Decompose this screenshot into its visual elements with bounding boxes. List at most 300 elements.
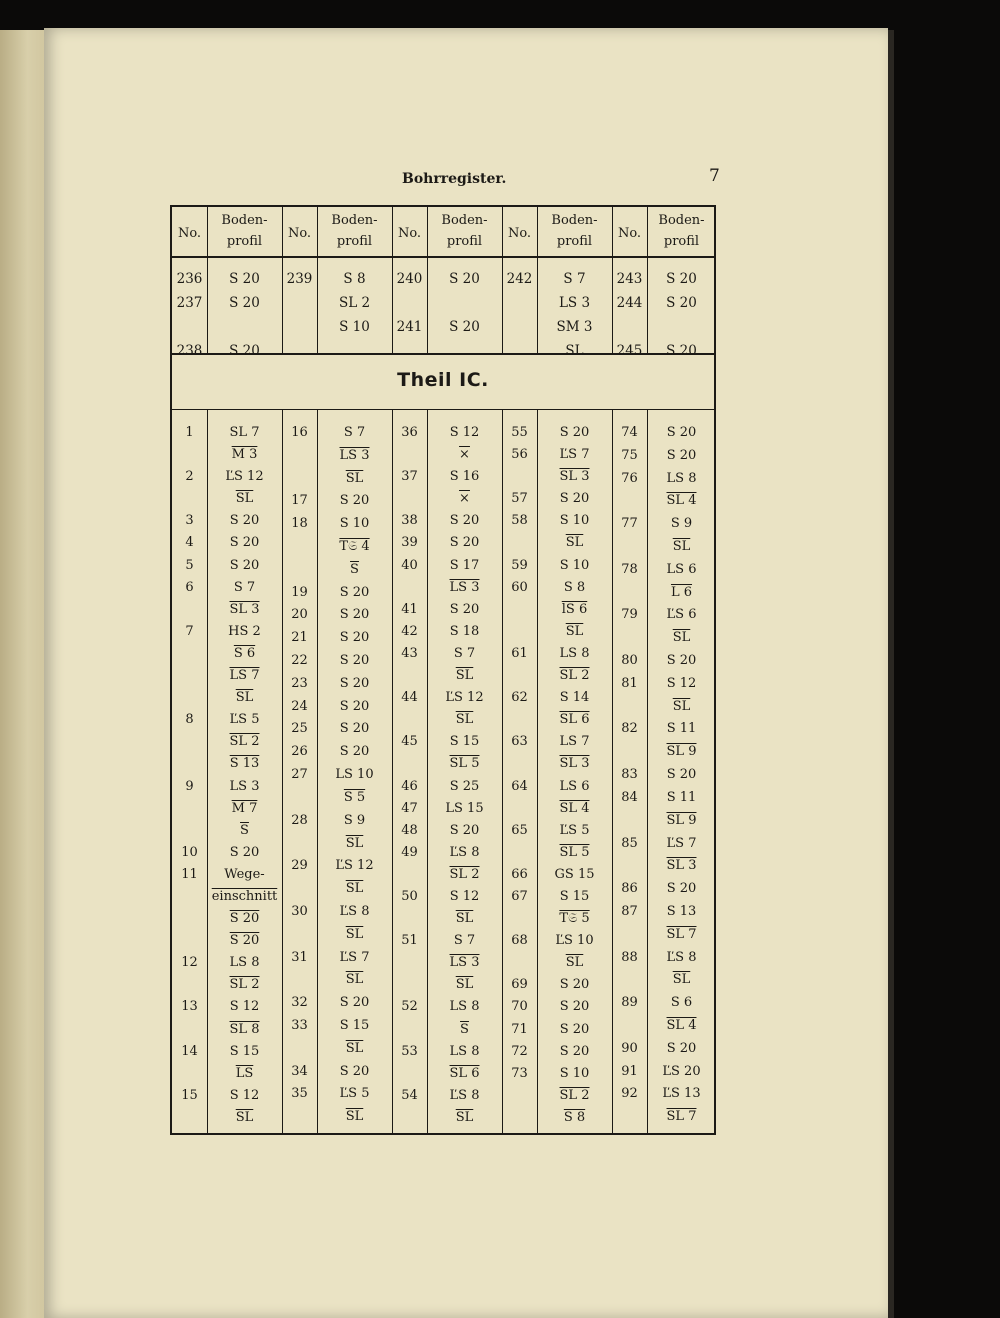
bore-number: 44 (401, 690, 418, 706)
bore-number: 91 (621, 1063, 638, 1079)
soil-profile: SL 6 (449, 1065, 480, 1081)
soil-profile: S 20 (339, 493, 370, 509)
bore-number: 40 (401, 557, 418, 573)
soil-profile: S 12 (666, 675, 697, 691)
bore-number: 241 (396, 319, 423, 335)
soil-profile: S 20 (229, 933, 260, 949)
soil-profile: $\overline{SL}$ (455, 977, 474, 993)
soil-profile: S 7 (453, 933, 476, 949)
column-header-no: No. (507, 226, 532, 241)
column-rule (207, 410, 208, 1135)
soil-profile: LS 10 (335, 767, 374, 783)
soil-profile: $\overline{SL}$ (455, 668, 474, 684)
soil-profile: $\overline{SL}$ (345, 470, 364, 486)
bore-number: 53 (401, 1043, 418, 1059)
bore-number: 82 (621, 721, 638, 737)
soil-profile: S 20 (339, 653, 370, 669)
soil-profile: S 7 (233, 579, 256, 595)
soil-profile: S 10 (559, 1065, 590, 1081)
soil-profile: $\overline{SL}$ (235, 1109, 254, 1125)
soil-profile: SL 3 (229, 601, 260, 617)
bore-number: 73 (511, 1065, 528, 1081)
bore-number: 70 (511, 999, 528, 1015)
bore-number: 63 (511, 734, 528, 750)
bore-number: 69 (511, 977, 528, 993)
soil-profile: ĽS 12 (225, 469, 264, 485)
soil-profile: S 8 (563, 579, 586, 595)
soil-profile: $\overline{S}$ (350, 561, 359, 577)
soil-profile: $\overline{SL}$ (565, 535, 584, 551)
soil-profile: S 20 (559, 1021, 590, 1037)
bore-number: 90 (621, 1040, 638, 1056)
soil-profile: S 11 (666, 721, 697, 737)
soil-profile: S 6 (670, 995, 693, 1011)
bore-number: 77 (621, 516, 638, 532)
section-title: Theil IC. (397, 369, 489, 391)
bore-number: 13 (181, 999, 198, 1015)
soil-profile: ĽS 6 (666, 607, 697, 623)
soil-profile: $\overline{SL}$ (345, 972, 364, 988)
soil-profile: S 6 (233, 645, 256, 661)
soil-profile: S 20 (339, 995, 370, 1011)
column-header-bodenprofil: Boden- profil (331, 213, 378, 249)
soil-profile: S 11 (666, 789, 697, 805)
soil-profile: $\overline{S}$ (240, 822, 249, 838)
soil-profile: S 20 (559, 977, 590, 993)
bore-number: 74 (621, 425, 638, 440)
bore-number: 19 (291, 584, 308, 600)
soil-profile: S 25 (449, 778, 480, 794)
bore-number: 30 (291, 903, 308, 919)
bore-number: 34 (291, 1063, 308, 1079)
bore-number: 29 (291, 858, 308, 874)
soil-profile: S 20 (339, 1063, 370, 1079)
bore-number: 4 (185, 535, 194, 551)
soil-profile: S 20 (449, 271, 480, 287)
soil-profile: Wege- (224, 866, 265, 882)
facing-page-edge (0, 30, 50, 1318)
bore-number: 48 (401, 822, 418, 838)
soil-profile: S 10 (339, 516, 370, 532)
bore-number: 78 (621, 561, 638, 577)
soil-profile: $\overline{SL}$ (455, 911, 474, 927)
soil-profile: $\overline{SL}$ (565, 955, 584, 971)
bore-number: 242 (506, 271, 533, 287)
soil-profile: S 14 (559, 690, 590, 706)
bore-number: 84 (621, 789, 638, 805)
column-rule (537, 410, 538, 1135)
bore-number: 245 (616, 343, 643, 359)
soil-profile: ĽS 20 (662, 1063, 701, 1079)
soil-profile: LS 8 (666, 470, 697, 486)
soil-profile: S 20 (666, 653, 697, 669)
bore-number: 46 (401, 778, 418, 794)
bore-number: 62 (511, 690, 528, 706)
bore-number: 21 (291, 630, 308, 646)
page-edge (888, 30, 894, 1318)
soil-profile: S 20 (229, 295, 260, 311)
soil-profile: S 18 (449, 623, 480, 639)
soil-profile: S 9 (343, 812, 366, 828)
soil-profile: $\overline{SL}$ (565, 623, 584, 639)
soil-profile: $\overline{S}$ (460, 1021, 469, 1037)
soil-profile: SM 3 (556, 319, 593, 335)
soil-profile: SL 4 (666, 1017, 697, 1033)
soil-profile: ĽS 8 (449, 844, 480, 860)
soil-profile: SL 3 (666, 858, 697, 874)
running-header: Bohrregister. (402, 171, 507, 187)
soil-profile: S 20 (339, 744, 370, 760)
soil-profile: S 16 (449, 469, 480, 485)
bore-number: 43 (401, 645, 418, 661)
soil-profile: S 15 (339, 1017, 370, 1033)
bore-number: 244 (616, 295, 643, 311)
bore-number: 65 (511, 822, 528, 838)
soil-profile: S 13 (666, 903, 697, 919)
soil-profile: GS 15 (554, 866, 595, 882)
soil-profile: ĽS 8 (666, 949, 697, 965)
soil-profile: $\overline{SL}$ (345, 926, 364, 942)
soil-profile: $\overline{SL}$ (345, 1109, 364, 1125)
soil-profile: SL 2 (559, 1087, 590, 1103)
soil-profile: T𝔖 4 (339, 539, 370, 555)
bore-number: 3 (185, 513, 194, 529)
bore-number: 58 (511, 513, 528, 529)
bore-number: 36 (401, 425, 418, 440)
soil-profile: $\overline{SL}$ (455, 1109, 474, 1125)
bore-number: 67 (511, 888, 528, 904)
soil-profile: S 12 (449, 888, 480, 904)
soil-profile: SL 4 (666, 493, 697, 509)
bore-number: 61 (511, 645, 528, 661)
soil-profile: SL 2 (449, 866, 480, 882)
bore-number: 38 (401, 513, 418, 529)
soil-profile: S 20 (229, 911, 260, 927)
soil-profile: $\overline{SL}$ (672, 972, 691, 988)
bore-number: 5 (185, 557, 194, 573)
soil-profile: S 20 (229, 271, 260, 287)
bore-number: 24 (291, 698, 308, 714)
soil-profile: ĽS 7 (339, 949, 370, 965)
soil-profile: LS 8 (229, 955, 260, 971)
soil-profile: S 20 (666, 1040, 697, 1056)
soil-profile: × (459, 491, 470, 507)
bore-number: 57 (511, 491, 528, 507)
bore-number: 59 (511, 557, 528, 573)
soil-profile: SL 3 (559, 469, 590, 485)
soil-profile: ĽS 10 (555, 933, 594, 949)
soil-profile: S 20 (559, 999, 590, 1015)
column-header-no: No. (397, 226, 422, 241)
bore-number: 28 (291, 812, 308, 828)
soil-profile: S 7 (563, 271, 586, 287)
soil-profile: ĽS 5 (559, 822, 590, 838)
soil-profile: S 20 (449, 822, 480, 838)
column-header-bodenprofil: Boden- profil (441, 213, 488, 249)
soil-profile: S 9 (670, 516, 693, 532)
soil-profile: S 7 (343, 425, 366, 440)
soil-profile: einschnitt (211, 888, 278, 904)
bore-number: 55 (511, 425, 528, 440)
soil-profile: $\overline{SL}$ (672, 698, 691, 714)
soil-profile: S 20 (339, 721, 370, 737)
soil-profile: LS 15 (445, 800, 484, 816)
soil-profile: S 12 (449, 425, 480, 440)
soil-profile: $\overline{LS}$ (235, 1065, 254, 1081)
soil-profile: LS 7 (559, 734, 590, 750)
bore-number: 60 (511, 579, 528, 595)
bore-number: 86 (621, 881, 638, 897)
bore-number: 22 (291, 653, 308, 669)
bore-number: 25 (291, 721, 308, 737)
soil-profile: ĽS 7 (559, 447, 590, 463)
soil-profile: $\overline{SL}$ (235, 690, 254, 706)
bore-number: 14 (181, 1043, 198, 1059)
soil-profile: ĽS 12 (445, 690, 484, 706)
soil-profile: $\overline{SL}$ (672, 630, 691, 646)
soil-profile: S 15 (559, 888, 590, 904)
soil-profile: S 20 (339, 607, 370, 623)
soil-profile: LS 3 (339, 447, 370, 463)
soil-profile: L 6 (670, 584, 693, 600)
bore-number: 27 (291, 767, 308, 783)
soil-profile: S 7 (453, 645, 476, 661)
soil-profile: $\overline{SL}$ (345, 835, 364, 851)
soil-profile: S 20 (449, 513, 480, 529)
soil-profile: S 15 (229, 1043, 260, 1059)
bore-number: 26 (291, 744, 308, 760)
bore-number: 1 (185, 425, 194, 440)
soil-profile: T𝔖 5 (559, 911, 590, 927)
bore-number: 15 (181, 1087, 198, 1103)
column-rule (612, 410, 613, 1135)
soil-profile: S 20 (339, 584, 370, 600)
bore-number: 7 (185, 623, 194, 639)
column-rule (647, 410, 648, 1135)
bore-number: 12 (181, 955, 198, 971)
soil-profile: LS 6 (666, 561, 697, 577)
column-header-bodenprofil: Boden- profil (221, 213, 268, 249)
soil-profile: S 20 (559, 425, 590, 440)
bore-number: 31 (291, 949, 308, 965)
bore-number: 71 (511, 1021, 528, 1037)
bore-number: 89 (621, 995, 638, 1011)
soil-profile: M 7 (231, 800, 258, 816)
soil-profile: SL 6 (559, 712, 590, 728)
soil-profile: HS 2 (228, 623, 261, 639)
soil-profile: $\overline{SL}$ (345, 881, 364, 897)
bore-number: 64 (511, 778, 528, 794)
soil-profile: S 20 (449, 535, 480, 551)
soil-profile: SL 7 (666, 926, 697, 942)
soil-profile: ĽS 5 (229, 712, 260, 728)
bore-number: 80 (621, 653, 638, 669)
soil-profile: S 10 (559, 557, 590, 573)
soil-profile: LS 7 (229, 668, 260, 684)
bore-number: 238 (176, 343, 203, 359)
bore-number: 17 (291, 493, 308, 509)
bore-number: 239 (286, 271, 313, 287)
soil-profile: ĽS 7 (666, 835, 697, 851)
soil-profile: SL 2 (229, 734, 260, 750)
soil-profile: S 20 (229, 844, 260, 860)
bore-number: 83 (621, 767, 638, 783)
soil-profile: S 20 (339, 630, 370, 646)
column-header-no: No. (177, 226, 202, 241)
bore-number: 39 (401, 535, 418, 551)
soil-profile: SL 2 (559, 668, 590, 684)
bore-number: 47 (401, 800, 418, 816)
soil-profile: S 12 (229, 999, 260, 1015)
soil-profile: SL 2 (338, 295, 371, 311)
soil-profile: × (459, 447, 470, 463)
soil-profile: S 20 (559, 491, 590, 507)
soil-profile: S 20 (559, 1043, 590, 1059)
column-rule (392, 410, 393, 1135)
soil-profile: S 15 (449, 734, 480, 750)
column-header-bodenprofil: Boden- profil (551, 213, 598, 249)
bore-number: 87 (621, 903, 638, 919)
soil-profile: S 20 (229, 535, 260, 551)
bore-number: 37 (401, 469, 418, 485)
bore-number: 32 (291, 995, 308, 1011)
soil-profile: S 8 (343, 271, 366, 287)
soil-profile: $\overline{SL}$ (345, 1040, 364, 1056)
soil-profile: S 13 (229, 756, 260, 772)
bore-number: 42 (401, 623, 418, 639)
soil-profile: ĽS 13 (662, 1086, 701, 1102)
soil-profile: S 20 (666, 343, 697, 359)
bore-number: 2 (185, 469, 194, 485)
soil-profile: S 20 (229, 343, 260, 359)
bore-number: 18 (291, 516, 308, 532)
header-rule (172, 256, 714, 258)
soil-profile: S 20 (449, 319, 480, 335)
bore-number: 52 (401, 999, 418, 1015)
soil-profile: ĽS 8 (339, 903, 370, 919)
bore-number: 16 (291, 425, 308, 440)
soil-profile: S 20 (339, 675, 370, 691)
soil-profile: S 20 (666, 271, 697, 287)
page-number: 7 (709, 166, 720, 186)
soil-profile: S 20 (449, 601, 480, 617)
bore-number: 11 (181, 866, 198, 882)
bore-number: 54 (401, 1087, 418, 1103)
soil-profile: S 17 (449, 557, 480, 573)
bore-number: 8 (185, 712, 194, 728)
soil-profile: LS 3 (229, 778, 260, 794)
bore-number: 76 (621, 470, 638, 486)
soil-profile: LS 3 (558, 295, 591, 311)
soil-profile: LS 6 (559, 778, 590, 794)
soil-profile: SL 5 (449, 756, 480, 772)
bore-number: 240 (396, 271, 423, 287)
bore-number: 51 (401, 933, 418, 949)
bore-number: 72 (511, 1043, 528, 1059)
soil-profile: S 20 (666, 295, 697, 311)
soil-profile: LS 8 (449, 999, 480, 1015)
soil-profile: ĽS 8 (449, 1087, 480, 1103)
bore-number: 33 (291, 1017, 308, 1033)
bore-number: 45 (401, 734, 418, 750)
soil-profile: S 20 (229, 513, 260, 529)
soil-profile: S 20 (666, 881, 697, 897)
bore-number: 49 (401, 844, 418, 860)
soil-profile: S 12 (229, 1087, 260, 1103)
bore-number: 10 (181, 844, 198, 860)
soil-profile: SL 5 (559, 844, 590, 860)
soil-profile: SL 2 (229, 977, 260, 993)
soil-profile: ĽS 5 (339, 1086, 370, 1102)
soil-profile: SL 7 (229, 425, 260, 440)
soil-profile: ĽS 12 (335, 858, 374, 874)
bore-number: 23 (291, 675, 308, 691)
soil-profile: $\overline{SL}$ (235, 491, 254, 507)
bore-number: 79 (621, 607, 638, 623)
soil-profile: LS 3 (449, 579, 480, 595)
bore-number: 6 (185, 579, 194, 595)
bore-number: 68 (511, 933, 528, 949)
bore-number: 88 (621, 949, 638, 965)
bore-number: 92 (621, 1086, 638, 1102)
soil-profile: S 20 (666, 425, 697, 440)
bore-number: 50 (401, 888, 418, 904)
bore-number: 56 (511, 447, 528, 463)
column-rule (317, 410, 318, 1135)
bore-number: 75 (621, 447, 638, 463)
column-header-no: No. (287, 226, 312, 241)
column-header-no: No. (617, 226, 642, 241)
soil-profile: LS 8 (449, 1043, 480, 1059)
bore-number: 243 (616, 271, 643, 287)
soil-profile: SL (565, 343, 584, 359)
bore-register-table (170, 205, 716, 1135)
soil-profile: M 3 (231, 447, 258, 463)
bore-number: 85 (621, 835, 638, 851)
soil-profile: S 5 (343, 789, 366, 805)
bore-number: 236 (176, 271, 203, 287)
soil-profile: S 8 (563, 1109, 586, 1125)
soil-profile: $\overline{SL}$ (672, 539, 691, 555)
soil-profile: S 10 (559, 513, 590, 529)
soil-profile: S 20 (666, 767, 697, 783)
soil-profile: SL 9 (666, 812, 697, 828)
column-rule (427, 410, 428, 1135)
soil-profile: SL 4 (559, 800, 590, 816)
soil-profile: LS 3 (449, 955, 480, 971)
soil-profile: SL 8 (229, 1021, 260, 1037)
soil-profile: S 20 (229, 557, 260, 573)
soil-profile: SL 3 (559, 756, 590, 772)
bore-number: 66 (511, 866, 528, 882)
column-header-bodenprofil: Boden- profil (658, 213, 705, 249)
soil-profile: LS 8 (559, 645, 590, 661)
soil-profile: SL 9 (666, 744, 697, 760)
soil-profile: $\overline{SL}$ (455, 712, 474, 728)
section-rule (172, 409, 714, 410)
bore-number: 20 (291, 607, 308, 623)
bore-number: 237 (176, 295, 203, 311)
column-rule (502, 410, 503, 1135)
bore-number: 41 (401, 601, 418, 617)
soil-profile: lS 6 (561, 601, 588, 617)
bore-number: 9 (185, 778, 194, 794)
soil-profile: S 20 (339, 698, 370, 714)
soil-profile: S 10 (339, 319, 370, 335)
bore-number: 35 (291, 1086, 308, 1102)
soil-profile: SL 7 (666, 1109, 697, 1125)
column-rule (282, 410, 283, 1135)
